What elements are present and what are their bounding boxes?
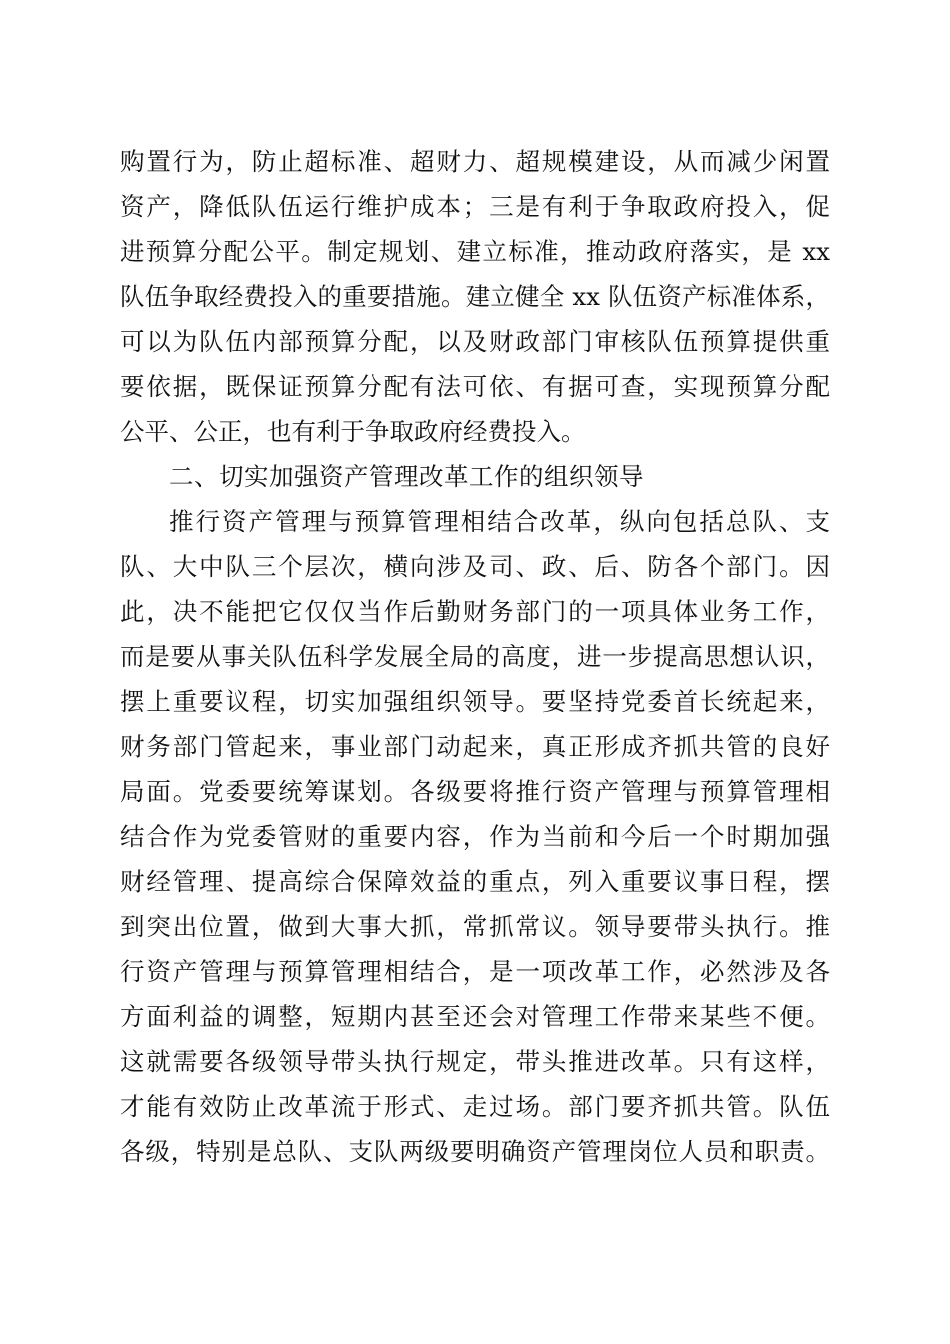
paragraph-2-line-5: 摆上重要议程，切实加强组织领导。要坚持党委首长统起来， [120,687,830,716]
paragraph-2-line-11: 行资产管理与预算管理相结合，是一项改革工作，必然涉及各 [120,957,830,986]
section-heading: 二、切实加强资产管理改革工作的组织领导 [169,462,644,491]
paragraph-1-line-5: 可以为队伍内部预算分配，以及财政部门审核队伍预算提供重 [120,327,830,356]
paragraph-2-line-14: 才能有效防止改革流于形式、走过场。部门要齐抓共管。队伍 [120,1092,830,1121]
paragraph-2-line-6: 财务部门管起来，事业部门动起来，真正形成齐抓共管的良好 [120,732,830,761]
paragraph-2-line-10: 到突出位置，做到大事大抓，常抓常议。领导要带头执行。推 [120,912,830,941]
paragraph-2-line-4: 而是要从事关队伍科学发展全局的高度，进一步提高思想认识， [120,642,830,671]
paragraph-2-line-1: 推行资产管理与预算管理相结合改革，纵向包括总队、支 [169,507,830,536]
paragraph-2-line-12: 方面利益的调整，短期内甚至还会对管理工作带来某些不便。 [120,1002,830,1031]
paragraph-2-line-9: 财经管理、提高综合保障效益的重点，列入重要议事日程，摆 [120,867,830,896]
paragraph-1-line-4: 队伍争取经费投入的重要措施。建立健全 xx 队伍资产标准体系， [120,282,830,311]
paragraph-2-line-3: 此，决不能把它仅仅当作后勤财务部门的一项具体业务工作， [120,597,830,626]
paragraph-1-line-6: 要依据，既保证预算分配有法可依、有据可查，实现预算分配 [120,372,830,401]
paragraph-1-line-7: 公平、公正，也有利于争取政府经费投入。 [120,417,586,446]
paragraph-1-line-3: 进预算分配公平。制定规划、建立标准，推动政府落实，是 xx [120,237,830,266]
paragraph-2-line-7: 局面。党委要统筹谋划。各级要将推行资产管理与预算管理相 [120,777,830,806]
paragraph-2-line-15: 各级，特别是总队、支队两级要明确资产管理岗位人员和职责。 [120,1137,830,1166]
paragraph-1-line-2: 资产，降低队伍运行维护成本；三是有利于争取政府投入，促 [120,192,830,221]
paragraph-2-line-2: 队、大中队三个层次，横向涉及司、政、后、防各个部门。因 [120,552,830,581]
paragraph-2-line-13: 这就需要各级领导带头执行规定，带头推进改革。只有这样， [120,1047,830,1076]
paragraph-1-line-1: 购置行为，防止超标准、超财力、超规模建设，从而减少闲置 [120,147,830,176]
paragraph-2-line-8: 结合作为党委管财的重要内容，作为当前和今后一个时期加强 [120,822,830,851]
